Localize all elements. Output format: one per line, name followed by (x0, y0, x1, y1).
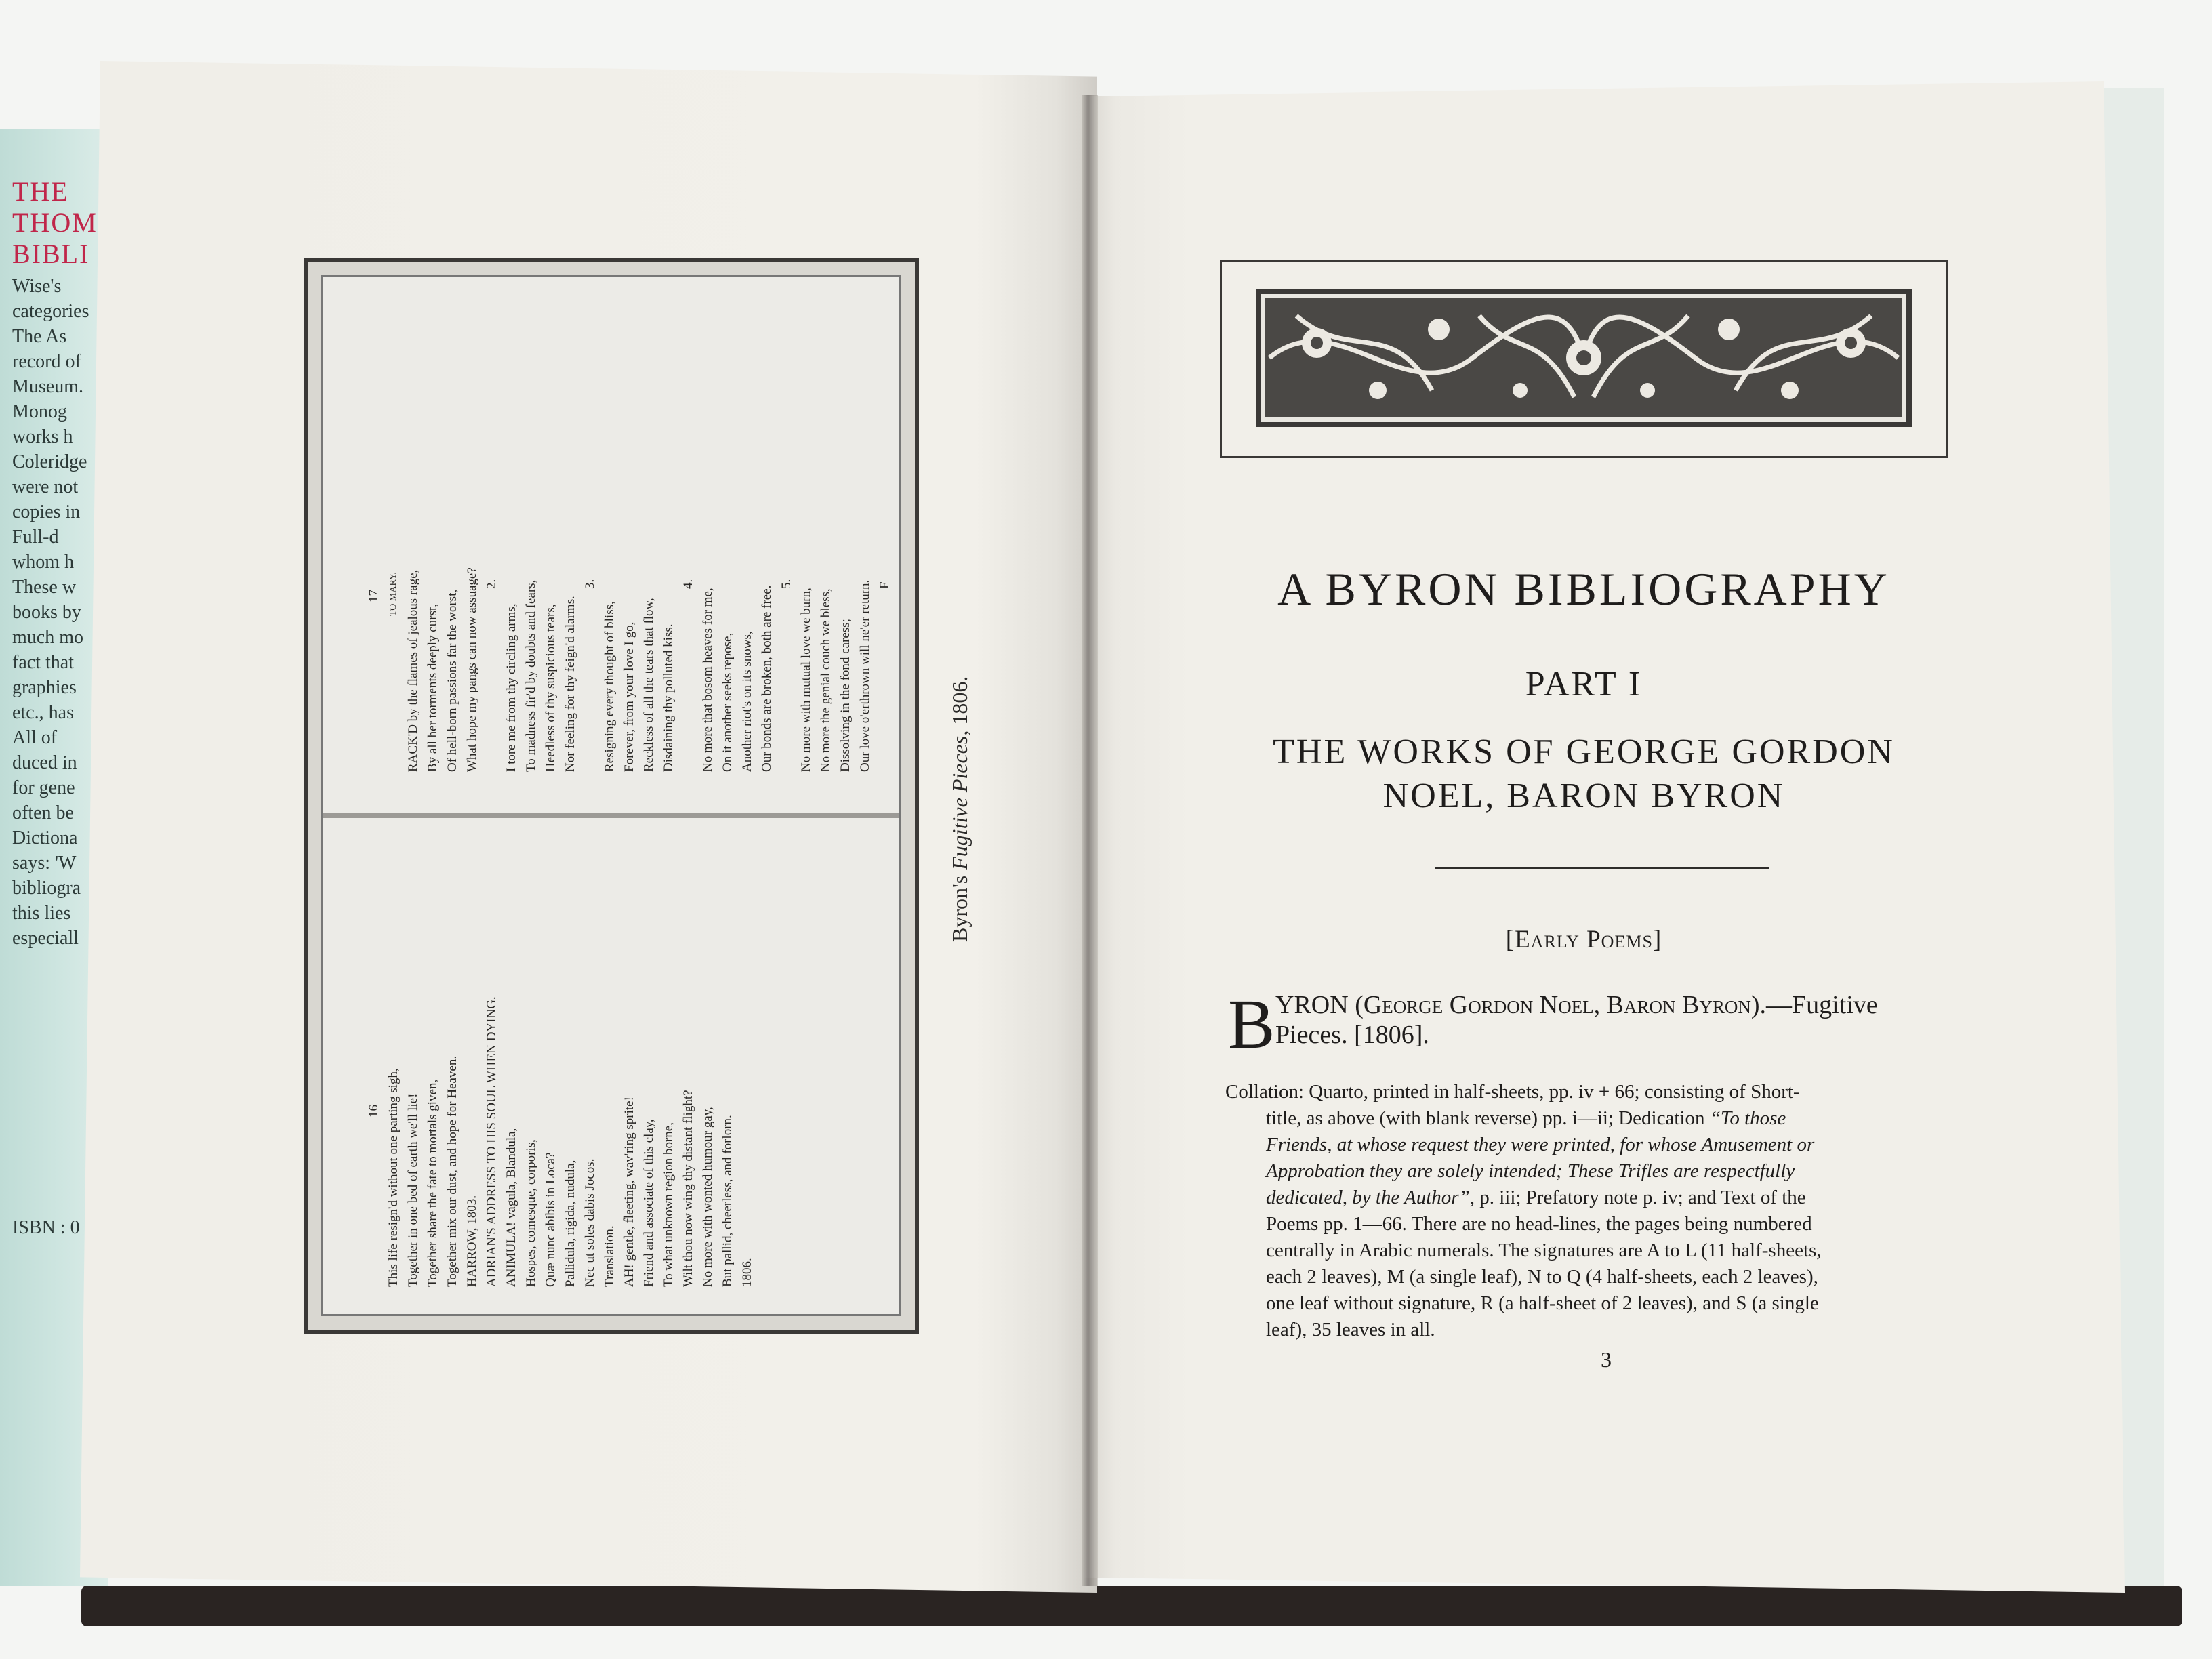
facsimile-line: What hope my pangs can now assuage? (465, 567, 479, 772)
facsimile-line: Heedless of thy suspicious tears, (544, 604, 558, 772)
jacket-text-line: All of (12, 727, 58, 748)
jacket-isbn: ISBN : 0 (12, 1217, 80, 1238)
collation-line: title, as above (with blank reverse) pp. i—ii; Dedication “To those (1266, 1107, 1786, 1129)
jacket-text-line: copies in (12, 501, 81, 523)
facsimile-line: F (878, 581, 892, 589)
facsimile-line: Another riot's on its snows, (740, 631, 754, 772)
facsimile-line: On it another seeks repose, (720, 632, 735, 772)
ornamental-headpiece (1256, 289, 1912, 427)
facsimile-line: RACK'D by the flames of jealous rage, (406, 569, 420, 772)
facsimile-page-number: 17 (367, 590, 381, 602)
facsimile-line: Translation. (602, 1225, 617, 1287)
jacket-text-line: Dictiona (12, 827, 78, 848)
facsimile-line: Quæ nunc abibis in Loca? (544, 1152, 558, 1287)
plate-caption: Byron's Fugitive Pieces, 1806. (947, 676, 972, 942)
facsimile-page-16 (364, 996, 757, 1307)
facsimile-page-17 (364, 567, 895, 792)
facsimile-line: Dissolving in the fond caress; (838, 619, 853, 772)
facsimile-fold (323, 813, 899, 818)
facsimile-line: Together share the fate to mortals given, (426, 1079, 440, 1287)
facsimile-line: ANIMULA! vagula, Blandula, (504, 1128, 518, 1287)
collation-line: Poems pp. 1—66. There are no head-lines, the pages being numbered (1266, 1213, 1812, 1235)
facsimile-line: Wilt thou now wing thy distant flight? (681, 1090, 695, 1287)
jacket-text-line: books by (12, 602, 81, 623)
collation-line: dedicated, by the Author”, p. iii; Prefatory note p. iv; and Text of the (1266, 1187, 1806, 1208)
facsimile-line: Our bonds are broken, both are free. (760, 585, 774, 772)
divider-rule (1435, 867, 1769, 869)
facsimile-line: Pallidula, rigida, nudula, (563, 1160, 577, 1287)
jacket-text-line: etc., has (12, 702, 74, 723)
facsimile-line: Resigning every thought of bliss, (602, 601, 617, 772)
entry-line-1: YRON (George Gordon Noel, Baron Byron).—Fugitive (1275, 991, 1878, 1019)
facsimile-line: This life resign'd without one parting sigh, (386, 1068, 401, 1287)
facsimile-line: No more with wonted humour gay, (701, 1107, 715, 1287)
collation-line: Friends, at whose request they were printed, for whose Amusement or (1266, 1134, 1815, 1155)
jacket-text-line: bibliogra (12, 878, 81, 899)
entry-line-2: Pieces. [1806]. (1275, 1021, 1429, 1049)
jacket-title-line: BIBLI (12, 239, 90, 269)
facsimile-line: Forever, from your love I go, (622, 621, 636, 772)
collation-line: each 2 leaves), M (a single leaf), N to Q (4 half-sheets, each 2 leaves), (1266, 1266, 1818, 1288)
facsimile-spread (321, 275, 901, 1316)
ornament-frame (1220, 260, 1948, 458)
facsimile-line: Together in one bed of earth we'll lie! (406, 1093, 420, 1287)
facsimile-line: I tore me from thy circling arms, (504, 603, 518, 772)
facsimile-line: 4. (681, 579, 695, 589)
facsimile-line: Disdaining thy polluted kiss. (661, 623, 676, 772)
facsimile-line: Together mix our dust, and hope for Heaven. (445, 1055, 459, 1287)
jacket-text-line: whom h (12, 552, 74, 573)
jacket-text-line: often be (12, 802, 74, 823)
jacket-text-line: much mo (12, 627, 83, 648)
facsimile-line: No more that bosom heaves for me, (701, 588, 715, 772)
book-title: A BYRON BIBLIOGRAPHY (1277, 563, 1890, 615)
facsimile-line: By all her torments deeply curst, (426, 604, 440, 772)
facsimile-line: Reckless of all the tears that flow, (642, 598, 656, 772)
facsimile-heading: TO MARY. (388, 572, 398, 616)
jacket-text-line: categories (12, 301, 89, 322)
facsimile-line: To madness fir'd by doubts and fears, (524, 579, 538, 772)
facsimile-line: Of hell-born passions far the worst, (445, 589, 459, 772)
jacket-text-line: Wise's (12, 276, 62, 297)
facsimile-line: No more with mutual love we burn, (799, 588, 813, 772)
facsimile-line: ADRIAN'S ADDRESS TO HIS SOUL WHEN DYING. (485, 996, 499, 1287)
jacket-text-line: Museum. (12, 376, 83, 397)
section-heading: [Early Poems] (1505, 926, 1662, 954)
facsimile-plate (304, 258, 919, 1334)
jacket-text-line: These w (12, 577, 77, 598)
facsimile-line: Nec ut soles dabis Jocos. (583, 1158, 597, 1287)
part-heading: PART I (1525, 665, 1643, 703)
collation-line: centrally in Arabic numerals. The signatures are A to L (11 half-sheets, (1266, 1240, 1822, 1261)
collation-line: Collation: Quarto, printed in half-sheets, pp. iv + 66; consisting of Short- (1225, 1081, 1800, 1103)
facsimile-line: HARROW, 1803. (465, 1195, 479, 1287)
jacket-text-line: duced in (12, 752, 77, 773)
collation-line: leaf), 35 leaves in all. (1266, 1319, 1435, 1340)
jacket-text-line: record of (12, 351, 81, 372)
jacket-text-line: says: 'W (12, 853, 77, 874)
facsimile-line: 1806. (740, 1258, 754, 1287)
works-heading-line-2: NOEL, BARON BYRON (1382, 777, 1785, 815)
jacket-text-line: graphies (12, 677, 77, 698)
facsimile-line: But pallid, cheerless, and forlorn. (720, 1115, 735, 1287)
facsimile-line: Our love o'erthrown will ne'er return. (858, 579, 872, 772)
book-gutter (1082, 95, 1098, 1586)
facsimile-line: Friend and associate of this clay, (642, 1119, 656, 1287)
jacket-title-line: THE (12, 176, 69, 207)
collation-line: one leaf without signature, R (a half-sheet of 2 leaves), and S (a single (1266, 1292, 1819, 1314)
drop-cap: B (1228, 985, 1275, 1063)
jacket-title-line: THOM (12, 207, 98, 238)
jacket-text-line: Coleridge (12, 451, 87, 472)
facsimile-line: No more the genial couch we bless, (819, 588, 833, 772)
book-cover-bottom (81, 1586, 2182, 1626)
works-heading-line-1: THE WORKS OF GEORGE GORDON (1273, 733, 1895, 771)
facsimile-line: 3. (583, 579, 597, 589)
jacket-text-line: Monog (12, 401, 67, 422)
jacket-text-line: this lies (12, 903, 71, 924)
collation-line: Approbation they are solely intended; These Trifles are respectfully (1266, 1160, 1795, 1182)
jacket-text-line: works h (12, 426, 73, 447)
jacket-text-line: The As (12, 326, 67, 347)
facsimile-line: 2. (485, 579, 499, 589)
facsimile-page-number: 16 (367, 1105, 381, 1118)
facsimile-line: 5. (779, 579, 794, 589)
page-number: 3 (1601, 1347, 1612, 1372)
jacket-text-line: for gene (12, 777, 75, 798)
facsimile-line: AH! gentle, fleeting, wav'ring sprite! (622, 1097, 636, 1287)
jacket-text-line: fact that (12, 652, 74, 673)
jacket-text-line: Full-d (12, 527, 59, 548)
facsimile-line: To what unknown region borne, (661, 1122, 676, 1287)
facsimile-line: Nor feeling for thy feign'd alarms. (563, 596, 577, 772)
jacket-text-line: were not (12, 476, 79, 497)
facsimile-line: Hospes, comesque, corporis, (524, 1139, 538, 1287)
jacket-text-line: especiall (12, 928, 79, 949)
